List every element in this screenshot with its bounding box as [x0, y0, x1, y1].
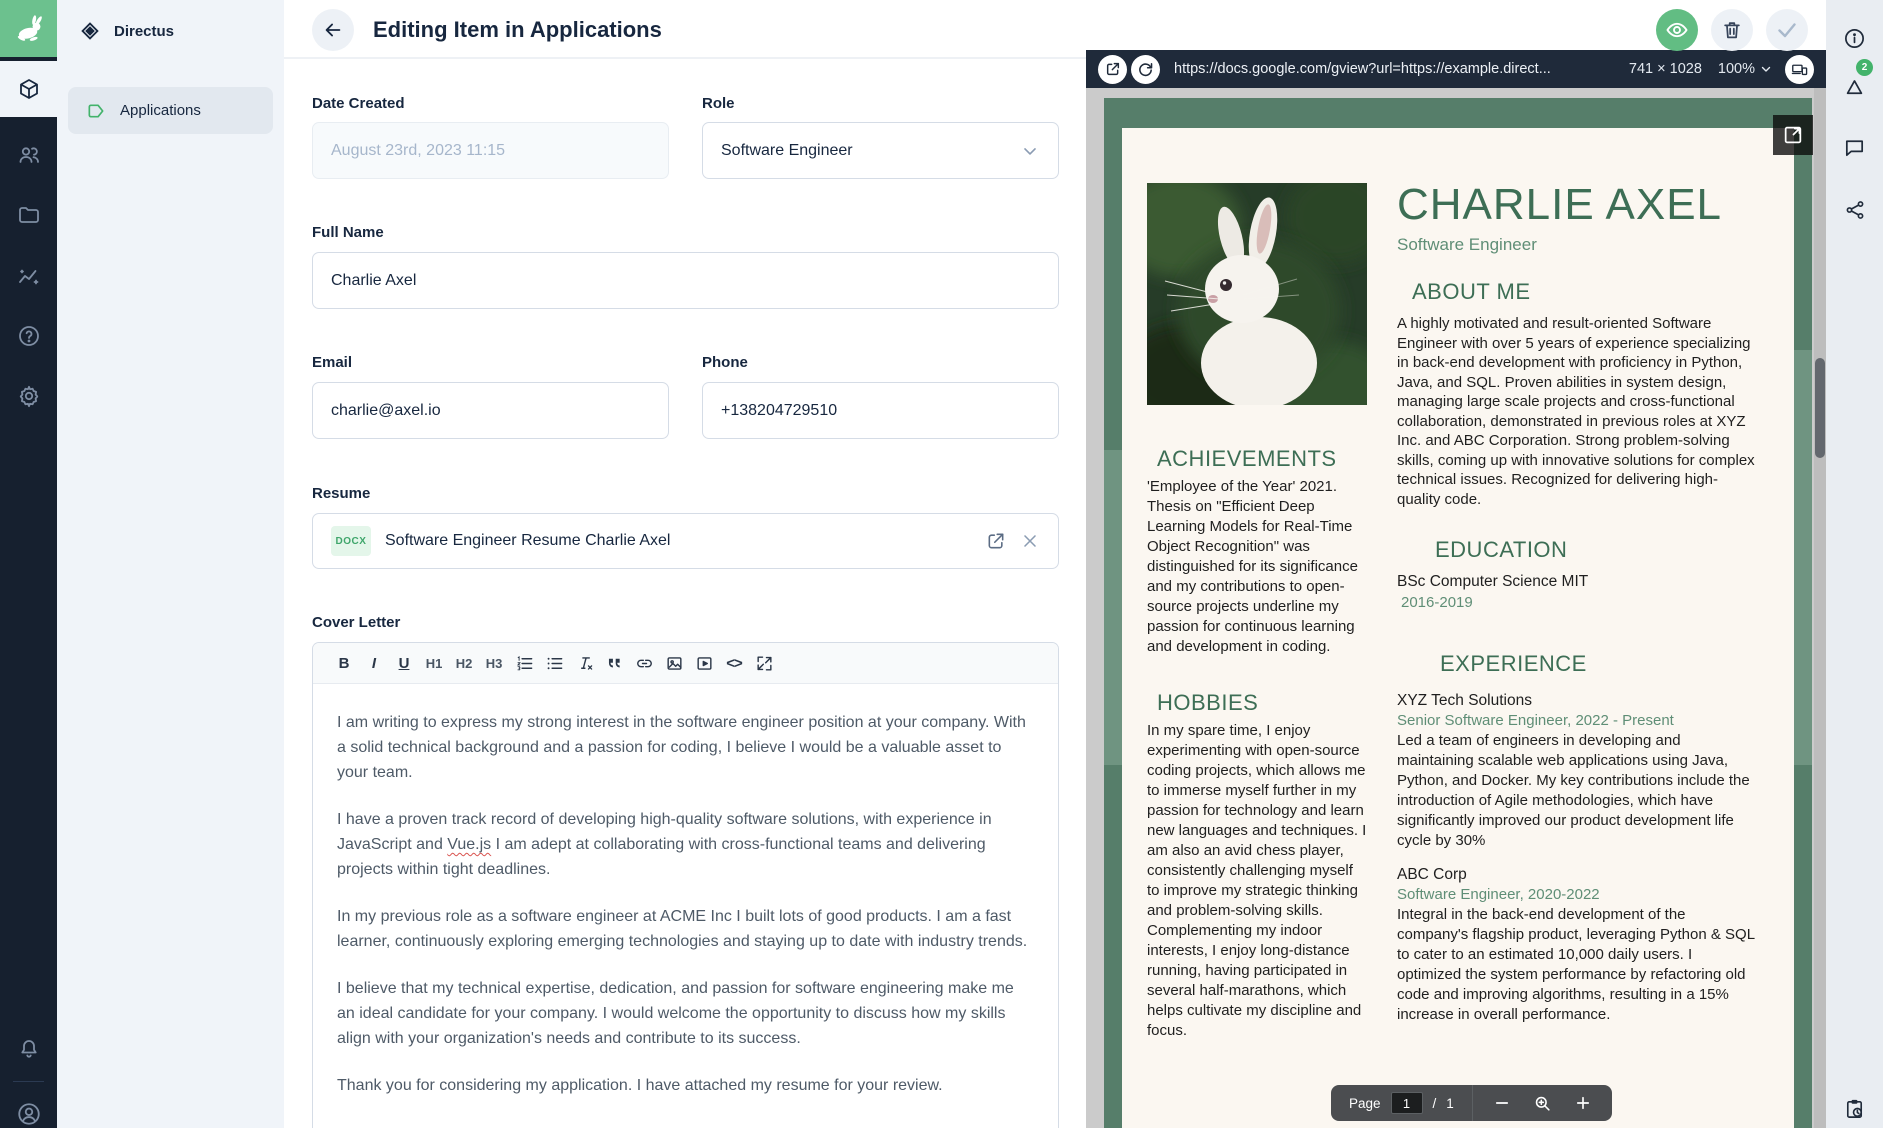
italic-button[interactable]: I — [371, 654, 377, 672]
chevron-down-icon — [1020, 141, 1040, 161]
popout-document-button[interactable] — [1773, 115, 1813, 155]
module-docs[interactable] — [0, 308, 57, 364]
resume-title: Software Engineer — [1397, 235, 1537, 254]
phone-label: Phone — [702, 354, 748, 371]
document-pager — [1331, 1085, 1612, 1121]
hobbies-body: In my spare time, I enjoy experimenting with open-source coding projects, which allows me to immerse myself further in my passion for technology and learn new languages and techniques. I am also an avid chess player, consistently challenging myself to improve my strategic thinking and problem-solving skills. Complementing my indoor interests, I enjoy long-distance running, having participated in several half-marathons, which helps cultivate my discipline and focus. — [1147, 722, 1367, 1039]
about-body: A highly motivated and result-oriented Software Engineer with over 5 years of experience specializing in back-end development with proficiency in Python, Java, and SQL. Proven abilities in system design, managing large scale projects and cross-functional collaboration, demonstrated in previous roles at XYZ Inc. and ABC Corporation. Strong problem-solving skills, coming up with innovative solutions for complex technical issues. Recognized for delivering high-quality code. — [1397, 315, 1755, 508]
preview-dimensions: 741 × 1028 — [1628, 61, 1702, 77]
bullet-list-button[interactable] — [539, 648, 569, 678]
zoom-in-button[interactable] — [1574, 1094, 1592, 1112]
resume-label: Resume — [312, 485, 371, 502]
page-title: Editing Item in Applications — [373, 17, 662, 42]
right-sidebar — [1826, 0, 1883, 1128]
education-degree: BSc Computer Science MIT — [1397, 573, 1589, 590]
role-value: Software Engineer — [721, 141, 853, 159]
achievements-heading: ACHIEVEMENTS — [1157, 446, 1337, 471]
bell-icon — [17, 1037, 41, 1061]
share-icon — [1844, 199, 1866, 221]
date-created-label: Date Created — [312, 95, 405, 112]
eye-icon — [1665, 18, 1689, 42]
role-label: Role — [702, 95, 735, 112]
cover-letter-paragraph: I am writing to express my strong interest in the software engineer position at your company. With a solid technical background and a passion for coding, I believe I would be a valuable asset to your team. — [337, 714, 1026, 781]
nav-sidebar — [57, 0, 284, 1128]
misspelled-word: Vue.js — [447, 836, 492, 853]
bold-button[interactable]: B — [338, 654, 350, 672]
h2-button[interactable]: H2 — [455, 655, 473, 671]
achievements-body: 'Employee of the Year' 2021. Thesis on "Efficient Deep Learning Models for Real-Time Object Recognition" was distinguished for its significance and my contributions to open-source projects underline my passion for continuous learning and development in coding. — [1147, 478, 1358, 655]
preview-toggle-button[interactable] — [1656, 9, 1698, 51]
education-period: 2016-2019 — [1401, 594, 1473, 611]
job-description: Integral in the back-end development of the company's flagship product, leveraging Python & SQL to cater to an estimated 10,000 daily users. I optimized the system performance by refactoring old code and improving algorithms, resulting in a 15% increase in overall performance. — [1397, 906, 1755, 1023]
save-item-button[interactable] — [1766, 9, 1808, 51]
remove-file-icon[interactable] — [1020, 531, 1040, 551]
users-icon — [17, 143, 41, 167]
zoom-tool-button[interactable] — [1533, 1094, 1552, 1113]
fullscreen-button[interactable] — [749, 648, 779, 678]
external-link-icon — [1782, 124, 1804, 146]
page-divider: / — [1432, 1095, 1437, 1111]
account-circle-icon — [16, 1101, 42, 1127]
cover-letter-content[interactable] — [313, 684, 1058, 1128]
check-icon — [1775, 18, 1799, 42]
education-heading: EDUCATION — [1435, 537, 1568, 562]
document-frame — [1104, 98, 1812, 1128]
clear-format-button[interactable] — [569, 648, 599, 678]
header-actions — [1656, 9, 1808, 51]
zoom-level-value: 100% — [1717, 61, 1755, 77]
module-content[interactable] — [0, 61, 57, 117]
frame-shade-left — [1104, 450, 1122, 765]
comment-icon — [1843, 136, 1866, 159]
module-files[interactable] — [0, 187, 57, 243]
ordered-list-button[interactable] — [509, 648, 539, 678]
resume-file-field[interactable] — [312, 513, 1059, 569]
flows-log-button[interactable] — [1826, 1086, 1883, 1130]
module-users[interactable] — [0, 127, 57, 183]
code-button[interactable]: <> — [726, 654, 742, 672]
page-total: 1 — [1446, 1095, 1454, 1111]
insights-icon — [17, 265, 41, 289]
job-description: Led a team of engineers in developing and maintaining scalable web applications using Java, Python, and Docker. My key contributions include the introduction of Agile methodologies, which have significantly improved our product development life cycle by 30% — [1397, 732, 1750, 849]
trash-icon — [1721, 19, 1743, 41]
cover-letter-paragraph: I believe that my technical expertise, dedication, and passion for software engineering make me an ideal candidate for your company. I would welcome the opportunity to discuss how my skills align with your organization's needs and contribute to its success. — [337, 980, 1014, 1047]
resume-name: CHARLIE AXEL — [1397, 180, 1723, 229]
share-button[interactable] — [1826, 188, 1883, 232]
resume-right-column — [1397, 180, 1755, 1025]
cover-letter-paragraph: I have a proven track record of developing high-quality software solutions, with experience in JavaScript and Vue.js I am adept at collaborating with cross-functional teams and delivering projects within tight deadlines. — [337, 811, 992, 878]
preview-url[interactable]: https://docs.google.com/gview?url=https://example.direct... — [1174, 61, 1551, 77]
cube-icon — [17, 77, 41, 101]
zoom-level-select[interactable] — [1718, 61, 1773, 77]
experience-job — [1397, 866, 1755, 1025]
resume-file-name: Software Engineer Resume Charlie Axel — [385, 532, 671, 549]
directus-logo[interactable] — [0, 0, 57, 57]
module-bar — [0, 0, 57, 1128]
cover-letter-paragraph: In my previous role as a software engineer at ACME Inc I built lots of good products. I am a fast learner, continuously exploring emerging technologies and staying up to date with industry trends. — [337, 908, 1028, 950]
revisions-icon — [1843, 76, 1866, 99]
experience-job — [1397, 692, 1755, 851]
cover-letter-paragraph: Thank you for considering my application. I have attached my resume for your review. — [337, 1077, 943, 1094]
hobbies-heading: HOBBIES — [1157, 690, 1259, 715]
open-preview-new-window-button[interactable] — [1098, 55, 1127, 84]
page-number-input[interactable] — [1391, 1092, 1423, 1114]
job-company: ABC Corp — [1397, 866, 1467, 883]
resume-left-column — [1147, 183, 1369, 1041]
project-chooser[interactable] — [57, 0, 284, 62]
preview-viewport — [1086, 88, 1826, 1128]
rabbit-photo — [1147, 183, 1367, 405]
full-name-input[interactable] — [312, 252, 1059, 309]
underline-button[interactable]: U — [398, 654, 410, 672]
about-heading: ABOUT ME — [1412, 279, 1531, 304]
open-in-new-icon — [1105, 61, 1121, 77]
devices-icon — [1791, 61, 1808, 78]
job-role-period: Software Engineer, 2020-2022 — [1397, 886, 1600, 903]
delete-item-button[interactable] — [1711, 9, 1753, 51]
h3-button[interactable]: H3 — [485, 655, 503, 671]
module-insights[interactable] — [0, 249, 57, 305]
arrow-left-icon — [322, 19, 344, 41]
docx-file-badge: DOCX — [331, 526, 371, 556]
responsive-mode-button[interactable] — [1785, 55, 1814, 84]
module-bar-divider — [13, 1081, 44, 1082]
refresh-preview-button[interactable] — [1131, 55, 1160, 84]
date-created-field: August 23rd, 2023 11:15 — [312, 122, 669, 179]
job-role-period: Senior Software Engineer, 2022 - Present — [1397, 712, 1674, 729]
live-preview-panel — [1086, 0, 1826, 1128]
revisions-count-badge: 2 — [1856, 59, 1873, 76]
phone-input[interactable] — [702, 382, 1059, 439]
resume-page — [1122, 128, 1794, 1128]
email-input[interactable] — [312, 382, 669, 439]
zoom-out-button[interactable] — [1493, 1094, 1511, 1112]
revisions-button[interactable] — [1826, 62, 1883, 109]
preview-scrollbar[interactable] — [1814, 88, 1826, 1128]
comments-button[interactable] — [1826, 125, 1883, 169]
job-company: XYZ Tech Solutions — [1397, 692, 1532, 709]
user-avatar[interactable] — [0, 1086, 57, 1142]
cover-letter-editor — [312, 642, 1059, 1128]
diamond-icon — [79, 20, 101, 42]
email-label: Email — [312, 354, 353, 371]
link-button[interactable] — [629, 648, 659, 678]
module-settings[interactable] — [0, 368, 57, 424]
info-icon — [1843, 27, 1866, 50]
h1-button[interactable]: H1 — [425, 655, 443, 671]
notifications-item[interactable] — [0, 1021, 57, 1077]
help-icon — [17, 324, 41, 348]
back-button[interactable] — [312, 9, 354, 51]
wysiwyg-toolbar — [313, 643, 1058, 684]
project-name: Directus — [114, 22, 175, 40]
clipboard-clock-icon — [1843, 1097, 1866, 1120]
sidebar-item-applications[interactable] — [68, 87, 273, 134]
refresh-icon — [1137, 61, 1154, 78]
gear-icon — [17, 384, 41, 408]
rabbit-logo-icon — [14, 14, 44, 44]
chevron-down-icon — [1759, 62, 1773, 76]
open-file-icon[interactable] — [986, 531, 1006, 551]
role-select[interactable] — [702, 122, 1059, 179]
preview-url-bar — [1086, 50, 1826, 88]
tag-icon — [86, 101, 106, 121]
page-label: Page — [1349, 1095, 1381, 1111]
cover-letter-label: Cover Letter — [312, 614, 401, 631]
folder-icon — [17, 203, 41, 227]
image-button[interactable] — [659, 648, 689, 678]
full-name-label: Full Name — [312, 224, 384, 241]
media-button[interactable] — [689, 648, 719, 678]
experience-heading: EXPERIENCE — [1440, 651, 1587, 676]
frame-shade-right — [1794, 350, 1812, 765]
main-header — [284, 0, 1086, 59]
nav-item-label: Applications — [120, 102, 201, 119]
item-info-button[interactable] — [1826, 16, 1883, 60]
blockquote-button[interactable] — [599, 648, 629, 678]
scrollbar-thumb[interactable] — [1815, 358, 1825, 458]
